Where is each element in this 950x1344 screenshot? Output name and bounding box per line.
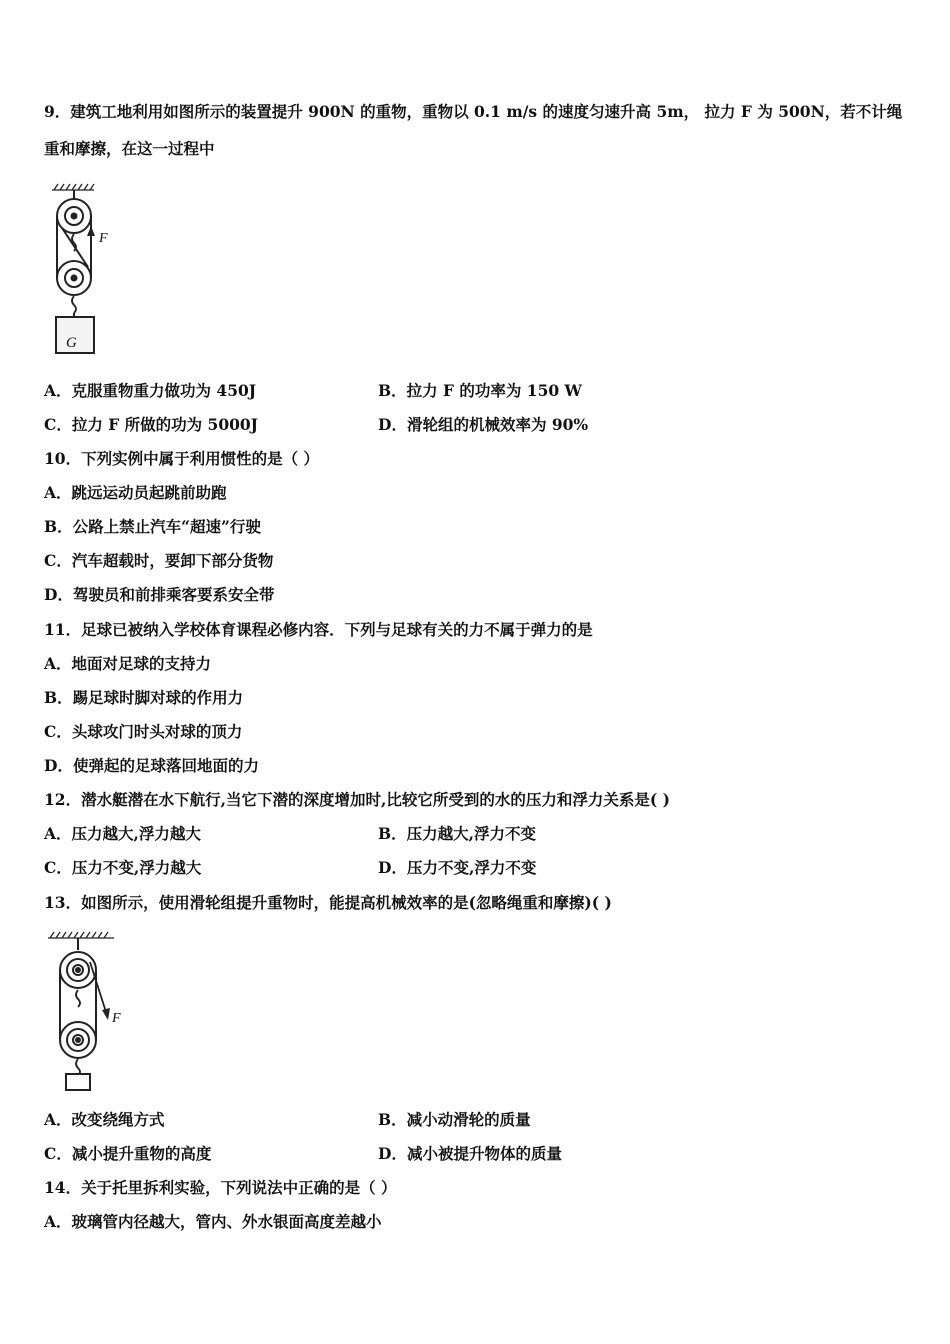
q12-option-b[interactable]: B．压力越大,浮力不变 [378,824,536,843]
q12-option-d[interactable]: D．压力不变,浮力不变 [378,858,537,877]
q10-stem: 10．下列实例中属于利用惯性的是（ ） [44,449,319,468]
q13-option-b[interactable]: B．减小动滑轮的质量 [378,1110,531,1129]
movable-pulley [57,261,91,295]
movable-pulley [60,1022,96,1058]
fixed-pulley [60,952,96,988]
q11-option-b[interactable]: B．踢足球时脚对球的作用力 [44,688,244,707]
q14-stem: 14．关于托里拆利实验，下列说法中正确的是（ ） [44,1178,397,1197]
force-arrow [87,226,108,257]
q13-option-c[interactable]: C．减小提升重物的高度 [44,1144,212,1163]
q9-force-label: F [99,231,108,246]
ceiling-hatch [48,932,114,938]
q13-force-label: F [112,1011,121,1026]
q11-option-d[interactable]: D．使弹起的足球落回地面的力 [44,756,259,775]
q10-option-c[interactable]: C．汽车超载时，要卸下部分货物 [44,551,274,570]
q13-stem: 13．如图所示，使用滑轮组提升重物时，能提高机械效率的是(忽略绳重和摩擦)( ) [44,893,612,912]
q12-option-a[interactable]: A．压力越大,浮力越大 [44,824,201,843]
q10-option-a[interactable]: A．跳远运动员起跳前助跑 [44,483,227,502]
q9-pulley-figure [44,182,124,357]
q9-stem-line1: 9．建筑工地利用如图所示的装置提升 900N 的重物，重物以 0.1 m/s 的速度匀速升高 5m， 拉力 F 为 500N，若不计绳 [44,102,903,121]
q13-pulley-figure [44,928,134,1093]
force-arrow [90,962,121,1026]
q9-option-a[interactable]: A．克服重物重力做功为 450J [44,381,257,400]
q9-stem-line2: 重和摩擦，在这一过程中 [44,139,215,158]
q9-option-c[interactable]: C．拉力 F 所做的功为 5000J [44,415,259,434]
q10-option-d[interactable]: D．驾驶员和前排乘客要系安全带 [44,585,275,604]
q9-option-d[interactable]: D．滑轮组的机械效率为 90% [378,415,589,434]
fixed-pulley [57,199,91,233]
q12-option-c[interactable]: C．压力不变,浮力越大 [44,858,202,877]
q9-weight-label: G [66,335,77,351]
q11-option-a[interactable]: A．地面对足球的支持力 [44,654,212,673]
q11-stem: 11．足球已被纳入学校体育课程必修内容．下列与足球有关的力不属于弹力的是 [44,620,593,639]
q9-option-b[interactable]: B．拉力 F 的功率为 150 W [378,381,582,400]
ceiling-hatch [52,184,94,190]
q13-option-d[interactable]: D．减小被提升物体的质量 [378,1144,562,1163]
q10-option-b[interactable]: B．公路上禁止汽车“超速”行驶 [44,517,261,536]
weight-block [66,1074,90,1090]
q11-option-c[interactable]: C．头球攻门时头对球的顶力 [44,722,243,741]
q12-stem: 12．潜水艇潜在水下航行,当它下潜的深度增加时,比较它所受到的水的压力和浮力关系是( ) [44,790,670,809]
q14-option-a[interactable]: A．玻璃管内径越大，管内、外水银面高度差越小 [44,1212,382,1231]
q13-option-a[interactable]: A．改变绕绳方式 [44,1110,165,1129]
